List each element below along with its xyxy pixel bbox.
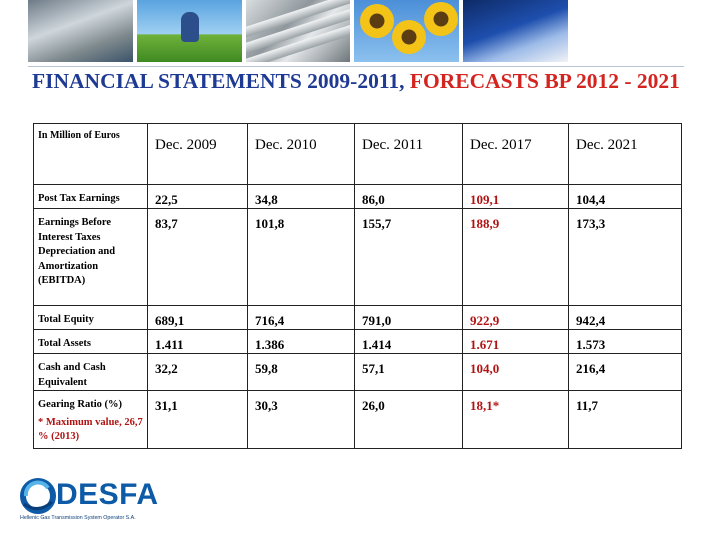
table-cell: 173,3 [569,209,682,306]
desfa-logo [18,478,178,526]
column-header: Dec. 2010 [248,124,355,185]
table-row [34,330,682,354]
table-cell: 716,4 [248,306,355,330]
footnote: * Maximum value, 26,7 % (2013) [38,416,143,442]
table-cell: 942,4 [569,306,682,330]
table-cell: 188,9 [463,209,569,306]
table-cell: 155,7 [355,209,463,306]
table-cell: 1.386 [248,330,355,354]
table-row [34,306,682,330]
column-header: Dec. 2009 [148,124,248,185]
table-cell: 104,0 [463,354,569,391]
table-cell: 101,8 [248,209,355,306]
table-cell: 1.414 [355,330,463,354]
row-label: Earnings Before Interest Taxes Depreciation and Amortization (EBITDA) [34,209,148,306]
table-cell: 922,9 [463,306,569,330]
table-cell: 11,7 [569,391,682,449]
industrial-site-photo [28,0,133,62]
table-cell: 1.573 [569,330,682,354]
row-label: Total Assets [34,330,148,354]
table-row [34,354,682,391]
table-cell: 26,0 [355,391,463,449]
logo-tagline: Hellenic Gas Transmission System Operator S.A. [20,515,136,521]
blue-flame-photo [463,0,568,62]
column-header: Dec. 2011 [355,124,463,185]
table-cell: 104,4 [569,185,682,209]
table-cell: 1.411 [148,330,248,354]
table-header-row [34,124,682,185]
table-cell: 32,2 [148,354,248,391]
table-cell: 34,8 [248,185,355,209]
table-cell: 59,8 [248,354,355,391]
sunflower-photo [354,0,459,62]
table-cell: 31,1 [148,391,248,449]
table-cell: 1.671 [463,330,569,354]
table-cell: 83,7 [148,209,248,306]
gas-pipes-photo [246,0,351,62]
table-cell: 791,0 [355,306,463,330]
title-statements: FINANCIAL STATEMENTS 2009-2011, [32,69,410,93]
table-row [34,209,682,306]
desfa-swirl-icon [18,478,58,518]
units-label: In Million of Euros [34,124,148,185]
header-photo-strip [28,0,568,62]
table-cell: 57,1 [355,354,463,391]
financial-table [33,123,682,449]
child-in-field-photo [137,0,242,62]
row-label: Total Equity [34,306,148,330]
slide-title [32,68,692,94]
table-cell: 18,1* [463,391,569,449]
header-divider [28,66,684,67]
table-cell: 109,1 [463,185,569,209]
row-label: Post Tax Earnings [34,185,148,209]
column-header: Dec. 2017 [463,124,569,185]
table-cell: 689,1 [148,306,248,330]
row-label: Cash and Cash Equivalent [34,354,148,391]
gearing-label: Gearing Ratio (%) [38,399,122,410]
table-cell: 216,4 [569,354,682,391]
row-label [34,391,148,449]
table-cell: 86,0 [355,185,463,209]
logo-wordmark: DESFA [56,478,159,511]
column-header: Dec. 2021 [569,124,682,185]
title-forecasts: FORECASTS BP 2012 - 2021 [409,69,680,93]
table-row [34,185,682,209]
table-cell: 22,5 [148,185,248,209]
table-row [34,391,682,449]
table-cell: 30,3 [248,391,355,449]
